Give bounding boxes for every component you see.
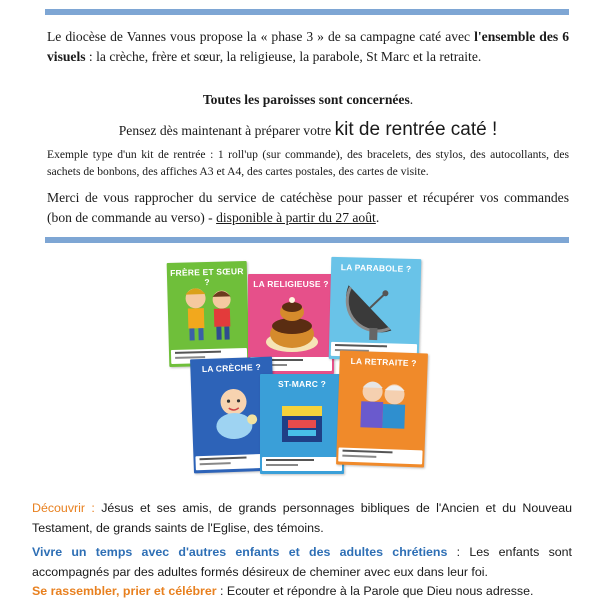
religieuse-pastry-illustration xyxy=(262,296,322,354)
intro-text-2: : la crèche, frère et sœur, la religieuse, la parabole, St Marc et la retraite. xyxy=(85,49,482,64)
concerned-heading xyxy=(47,92,569,108)
concerned-dot: . xyxy=(409,92,414,107)
poster-title: ST-MARC ? xyxy=(277,379,327,389)
poster-st-marc xyxy=(260,374,344,474)
contact-text: Merci de vous rapprocher du service de catéchèse pour passer et récupérer vos commandes (bon de commande au verso) - xyxy=(47,190,569,225)
top-divider xyxy=(45,9,569,15)
satellite-dish-illustration xyxy=(339,275,411,343)
poster-title: LA PARABOLE ? xyxy=(340,262,412,274)
vivre-paragraph xyxy=(32,542,572,582)
poster-title: LA CRÈCHE ? xyxy=(201,362,262,375)
prepare-text: Pensez dès maintenant à préparer votre xyxy=(118,123,335,138)
baby-illustration xyxy=(203,379,265,441)
rassembler-text: : Ecouter et répondre à la Parole que Dieu nous adresse. xyxy=(216,584,534,598)
poster-la-parabole xyxy=(329,257,422,361)
contact-end: . xyxy=(375,210,380,225)
decouvrir-text: Jésus et ses amis, de grands personnages bibliques de l'Ancien et du Nouveau Testament, de grands saints de l'Eglise, des témoins. xyxy=(32,501,572,535)
kit-title: kit de rentrée caté ! xyxy=(334,119,498,140)
poster-frere-et-soeur xyxy=(167,261,250,367)
grandparents-illustration xyxy=(349,373,415,439)
poster-footer xyxy=(338,448,422,465)
rassembler-label: Se rassembler, prier et célébrer xyxy=(32,584,217,598)
poster-footer xyxy=(262,457,342,471)
decouvrir-paragraph xyxy=(32,498,572,538)
intro-paragraph xyxy=(47,27,569,67)
middle-divider xyxy=(45,237,569,243)
decouvrir-separator: : xyxy=(85,501,102,515)
box-illustration xyxy=(274,398,330,450)
intro-bold: l'ensemble des 6 visuels xyxy=(47,29,569,64)
contact-paragraph xyxy=(47,188,569,228)
poster-title: LA RETRAITE ? xyxy=(350,355,417,369)
poster-collage xyxy=(168,256,430,482)
poster-title: LA RELIGIEUSE ? xyxy=(253,279,329,289)
vivre-text: : Les enfants sont accompagnés par des adultes formés désireux de cheminer avec eux dans leur foi. xyxy=(32,545,573,579)
poster-la-retraite xyxy=(336,350,428,467)
vivre-label: Vivre un temps avec d'autres enfants et des adultes chrétiens xyxy=(32,545,448,559)
example-paragraph: Exemple type d'un kit de rentrée : 1 roll'up (sur commande), des bracelets, des stylos, des autocollants, des sachets de bonbons, des affiches A3 et A4, des cartes postales, des cartes de visite. xyxy=(47,148,569,178)
prepare-line xyxy=(47,119,569,141)
availability-date: disponible à partir du 27 août xyxy=(216,210,376,225)
poster-title: FRÈRE ET SŒUR ? xyxy=(170,266,244,288)
intro-text-1: Le diocèse de Vannes vous propose la « phase 3 » de sa campagne caté avec xyxy=(47,29,475,44)
concerned-text: Toutes les paroisses sont concernées xyxy=(202,92,410,107)
rassembler-paragraph xyxy=(32,583,572,599)
siblings-illustration xyxy=(175,283,241,345)
decouvrir-label: Découvrir xyxy=(32,501,86,515)
